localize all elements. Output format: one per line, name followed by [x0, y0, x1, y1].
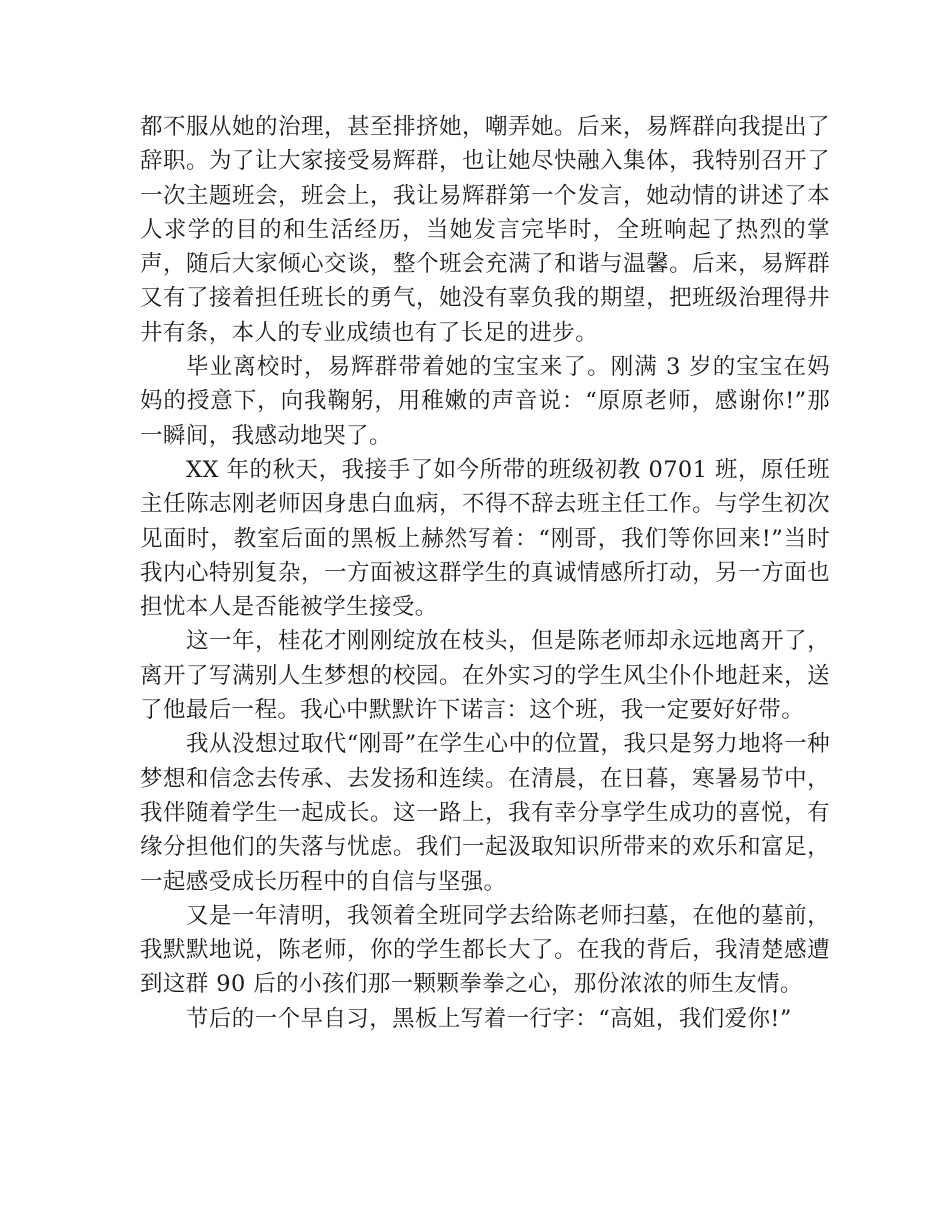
paragraph-2: 毕业离校时，易辉群带着她的宝宝来了。刚满 3 岁的宝宝在妈妈的授意下，向我鞠躬，用稚嫩的声音说：“原原老师，感谢你!”那一瞬间，我感动地哭了。	[140, 354, 830, 449]
paragraph-3: XX 年的秋天，我接手了如今所带的班级初教 0701 班，原任班主任陈志刚老师因身患白血病，不得不辞去班主任工作。与学生初次见面时，教室后面的黑板上赫然写着：“刚哥，我们等你回来!”当时我内心特别复杂，一方面被这群学生的真诚情感所打动，另一方面也担忧本人是否能被学生接受。	[140, 456, 830, 621]
paragraph-1: 都不服从她的治理，甚至排挤她，嘲弄她。后来，易辉群向我提出了辞职。为了让大家接受易辉群，也让她尽快融入集体，我特别召开了一次主题班会，班会上，我让易辉群第一个发言，她动情的讲述了本人求学的目的和生活经历，当她发言完毕时，全班响起了热烈的掌声，随后大家倾心交谈，整个班会充满了和谐与温馨。后来，易辉群又有了接着担任班长的勇气，她没有辜负我的期望，把班级治理得井井有条，本人的专业成绩也有了长足的进步。	[140, 114, 830, 346]
paragraph-7: 节后的一个早自习，黑板上写着一行字：“高姐，我们爱你!”	[186, 1005, 792, 1032]
document-body	[140, 110, 830, 1036]
paragraph-5: 我从没想过取代“刚哥”在学生心中的位置，我只是努力地将一种梦想和信念去传承、去发扬和连续。在清晨，在日暮，寒暑易节中，我伴随着学生一起成长。这一路上，我有幸分享学生成功的喜悦，有缘分担他们的失落与忧虑。我们一起汲取知识所带来的欢乐和富足，一起感受成长历程中的自信与坚强。	[140, 731, 830, 895]
paragraph-6: 又是一年清明，我领着全班同学去给陈老师扫墓，在他的墓前，我默默地说，陈老师，你的学生都长大了。在我的背后，我清楚感遭到这群 90 后的小孩们那一颗颗拳拳之心，那份浓浓的师生友情。	[140, 902, 830, 998]
paragraph-4: 这一年，桂花才刚刚绽放在枝头，但是陈老师却永远地离开了，离开了写满别人生梦想的校园。在外实习的学生风尘仆仆地赶来，送了他最后一程。我心中默默许下诺言：这个班，我一定要好好带。	[140, 628, 830, 724]
